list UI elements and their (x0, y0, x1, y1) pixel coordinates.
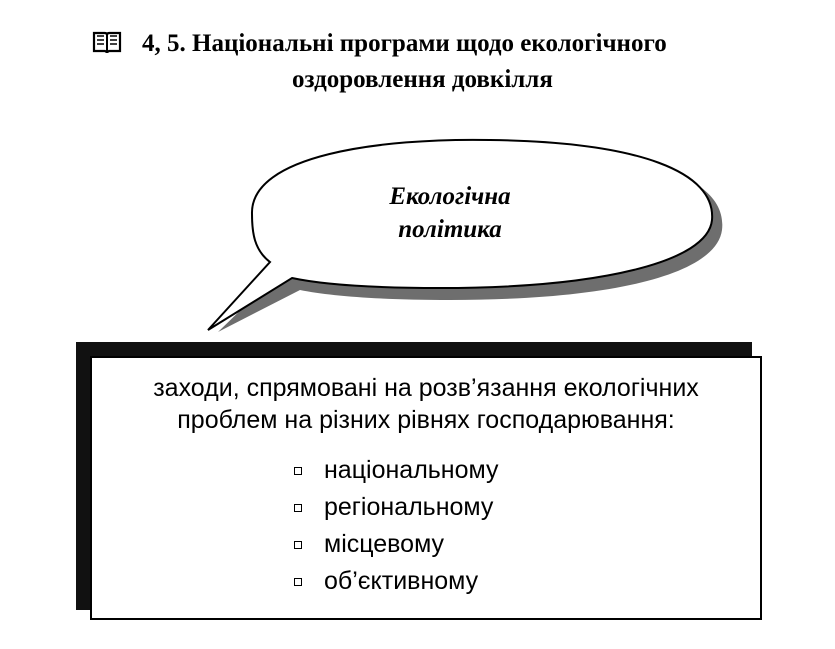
title-text-1: 4, 5. Національні програми щодо екологічного (142, 30, 667, 57)
levels-list (294, 452, 499, 600)
list-item (294, 563, 499, 600)
list-item-label: місцевому (324, 530, 445, 558)
definition-box (90, 356, 762, 620)
list-item-label: об’єктивному (324, 567, 479, 595)
checkbox-bullet-icon (294, 541, 302, 549)
title-text-2: оздоровлення довкілля (292, 66, 553, 93)
checkbox-bullet-icon (294, 504, 302, 512)
definition-line-2: проблем на різних рівнях господарювання: (177, 406, 675, 434)
list-item (294, 489, 499, 526)
bubble-text-line-2: політика (398, 216, 502, 243)
definition-line-1: заходи, спрямовані на розв’язання екологічних (153, 374, 699, 402)
checkbox-bullet-icon (294, 467, 302, 475)
definition-text (92, 372, 760, 436)
bubble-text-line-1: Екологічна (389, 183, 511, 210)
list-item (294, 526, 499, 563)
list-item (294, 452, 499, 489)
list-item-label: регіональному (324, 493, 494, 521)
bubble-text (330, 180, 570, 246)
checkbox-bullet-icon (294, 578, 302, 586)
list-item-label: національному (324, 456, 499, 484)
